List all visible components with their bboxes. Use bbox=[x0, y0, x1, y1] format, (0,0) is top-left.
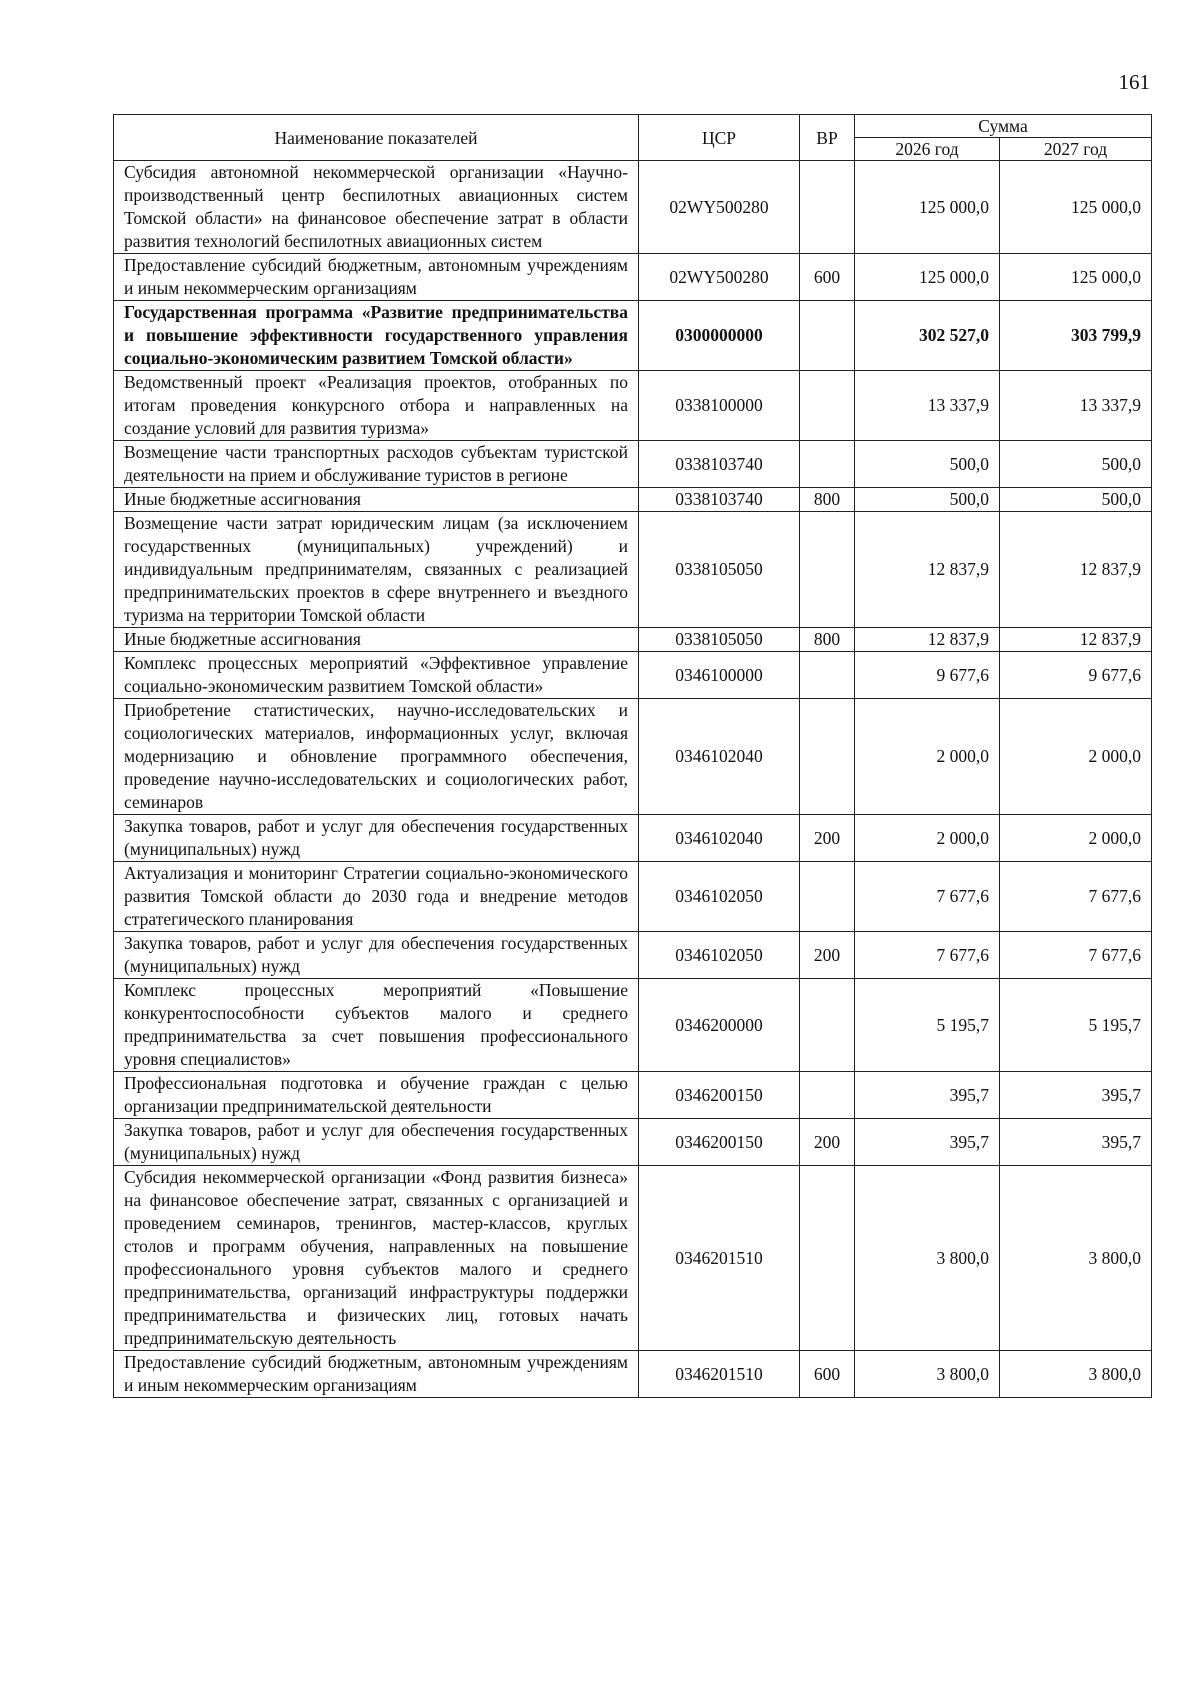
row-vr-cell bbox=[800, 441, 855, 488]
row-name-cell: Иные бюджетные ассигнования bbox=[114, 628, 639, 652]
row-csr-cell: 0346200000 bbox=[639, 979, 800, 1072]
table-row bbox=[114, 488, 1152, 512]
row-sum-2027-cell: 2 000,0 bbox=[1000, 699, 1152, 815]
row-sum-2027-cell: 500,0 bbox=[1000, 441, 1152, 488]
row-vr-cell bbox=[800, 979, 855, 1072]
row-sum-2026-cell: 5 195,7 bbox=[855, 979, 1000, 1072]
row-sum-2027-cell: 303 799,9 bbox=[1000, 301, 1152, 371]
table-row bbox=[114, 652, 1152, 699]
table-row bbox=[114, 301, 1152, 371]
table-row bbox=[114, 1119, 1152, 1166]
row-sum-2026-cell: 125 000,0 bbox=[855, 161, 1000, 254]
table-row bbox=[114, 1072, 1152, 1119]
header-name: Наименование показателей bbox=[114, 115, 639, 161]
row-csr-cell: 0346200150 bbox=[639, 1072, 800, 1119]
row-sum-2027-cell: 125 000,0 bbox=[1000, 161, 1152, 254]
row-name-cell: Профессиональная подготовка и обучение граждан с целью организации предпринимательской деятельности bbox=[114, 1072, 639, 1119]
row-sum-2026-cell: 3 800,0 bbox=[855, 1166, 1000, 1351]
row-sum-2026-cell: 9 677,6 bbox=[855, 652, 1000, 699]
row-vr-cell: 200 bbox=[800, 932, 855, 979]
row-name-cell: Иные бюджетные ассигнования bbox=[114, 488, 639, 512]
table-header bbox=[114, 115, 1152, 161]
row-csr-cell: 0338105050 bbox=[639, 628, 800, 652]
row-csr-cell: 0346201510 bbox=[639, 1166, 800, 1351]
row-sum-2027-cell: 7 677,6 bbox=[1000, 932, 1152, 979]
row-sum-2026-cell: 3 800,0 bbox=[855, 1351, 1000, 1398]
row-csr-cell: 0338105050 bbox=[639, 512, 800, 628]
row-sum-2026-cell: 395,7 bbox=[855, 1072, 1000, 1119]
table-row bbox=[114, 699, 1152, 815]
row-csr-cell: 0346102040 bbox=[639, 815, 800, 862]
header-vr: ВР bbox=[800, 115, 855, 161]
row-vr-cell: 600 bbox=[800, 254, 855, 301]
row-sum-2026-cell: 302 527,0 bbox=[855, 301, 1000, 371]
row-name-cell: Комплекс процессных мероприятий «Повышение конкурентоспособности субъектов малого и среднего предпринимательства за счет повышения профессионального уровня специалистов» bbox=[114, 979, 639, 1072]
table-row bbox=[114, 254, 1152, 301]
page-number: 161 bbox=[1118, 70, 1150, 94]
row-vr-cell bbox=[800, 1072, 855, 1119]
header-year-2027: 2027 год bbox=[1000, 138, 1152, 161]
row-name-cell: Актуализация и мониторинг Стратегии социально-экономического развития Томской области до 2030 года и внедрение методов стратегического планирования bbox=[114, 862, 639, 932]
table-row bbox=[114, 1166, 1152, 1351]
row-vr-cell bbox=[800, 512, 855, 628]
row-sum-2027-cell: 7 677,6 bbox=[1000, 862, 1152, 932]
row-name-cell: Предоставление субсидий бюджетным, автономным учреждениям и иным некоммерческим организациям bbox=[114, 1351, 639, 1398]
table-row bbox=[114, 862, 1152, 932]
row-vr-cell bbox=[800, 301, 855, 371]
row-csr-cell: 0338103740 bbox=[639, 488, 800, 512]
row-name-cell: Закупка товаров, работ и услуг для обеспечения государственных (муниципальных) нужд bbox=[114, 815, 639, 862]
row-sum-2027-cell: 3 800,0 bbox=[1000, 1166, 1152, 1351]
row-name-cell: Субсидия автономной некоммерческой организации «Научно-производственный центр беспилотных авиационных систем Томской области» на финансовое обеспечение затрат в области развития технологий беспилотных авиационных систем bbox=[114, 161, 639, 254]
row-name-cell: Приобретение статистических, научно-исследовательских и социологических материалов, информационных услуг, включая модернизацию и обновление программного обеспечения, проведение научно-исследовательских и социологических работ, семинаров bbox=[114, 699, 639, 815]
table-row bbox=[114, 815, 1152, 862]
row-name-cell: Комплекс процессных мероприятий «Эффективное управление социально-экономическим развитием Томской области» bbox=[114, 652, 639, 699]
header-sum: Сумма bbox=[855, 115, 1152, 138]
row-name-cell: Возмещение части затрат юридическим лицам (за исключением государственных (муниципальных) учреждений) и индивидуальным предпринимателям, связанных с реализацией предпринимательских проектов в сфере внутреннего и въездного туризма на территории Томской области bbox=[114, 512, 639, 628]
row-vr-cell bbox=[800, 1166, 855, 1351]
row-csr-cell: 0300000000 bbox=[639, 301, 800, 371]
row-csr-cell: 0346102050 bbox=[639, 862, 800, 932]
row-vr-cell bbox=[800, 371, 855, 441]
table-row bbox=[114, 512, 1152, 628]
row-sum-2026-cell: 2 000,0 bbox=[855, 699, 1000, 815]
row-sum-2026-cell: 7 677,6 bbox=[855, 862, 1000, 932]
row-sum-2026-cell: 500,0 bbox=[855, 441, 1000, 488]
table-row bbox=[114, 932, 1152, 979]
row-name-cell: Ведомственный проект «Реализация проектов, отобранных по итогам проведения конкурсного отбора и направленных на создание условий для развития туризма» bbox=[114, 371, 639, 441]
row-vr-cell: 600 bbox=[800, 1351, 855, 1398]
row-name-cell: Государственная программа «Развитие предпринимательства и повышение эффективности государственного управления социально-экономическим развитием Томской области» bbox=[114, 301, 639, 371]
table-row bbox=[114, 628, 1152, 652]
row-sum-2027-cell: 395,7 bbox=[1000, 1119, 1152, 1166]
row-csr-cell: 0346100000 bbox=[639, 652, 800, 699]
row-csr-cell: 0346201510 bbox=[639, 1351, 800, 1398]
table-body bbox=[114, 161, 1152, 1398]
table-row bbox=[114, 371, 1152, 441]
row-sum-2027-cell: 5 195,7 bbox=[1000, 979, 1152, 1072]
row-sum-2026-cell: 12 837,9 bbox=[855, 512, 1000, 628]
row-vr-cell: 200 bbox=[800, 815, 855, 862]
row-sum-2027-cell: 12 837,9 bbox=[1000, 628, 1152, 652]
table-row bbox=[114, 979, 1152, 1072]
row-csr-cell: 0338100000 bbox=[639, 371, 800, 441]
row-sum-2027-cell: 500,0 bbox=[1000, 488, 1152, 512]
row-name-cell: Предоставление субсидий бюджетным, автономным учреждениям и иным некоммерческим организациям bbox=[114, 254, 639, 301]
row-csr-cell: 02WY500280 bbox=[639, 254, 800, 301]
row-csr-cell: 0338103740 bbox=[639, 441, 800, 488]
row-csr-cell: 0346102050 bbox=[639, 932, 800, 979]
row-vr-cell: 800 bbox=[800, 628, 855, 652]
row-sum-2027-cell: 12 837,9 bbox=[1000, 512, 1152, 628]
row-sum-2027-cell: 125 000,0 bbox=[1000, 254, 1152, 301]
row-name-cell: Закупка товаров, работ и услуг для обеспечения государственных (муниципальных) нужд bbox=[114, 932, 639, 979]
row-vr-cell bbox=[800, 699, 855, 815]
row-sum-2027-cell: 13 337,9 bbox=[1000, 371, 1152, 441]
table-row bbox=[114, 441, 1152, 488]
row-sum-2026-cell: 2 000,0 bbox=[855, 815, 1000, 862]
row-csr-cell: 0346102040 bbox=[639, 699, 800, 815]
row-sum-2026-cell: 500,0 bbox=[855, 488, 1000, 512]
row-sum-2027-cell: 3 800,0 bbox=[1000, 1351, 1152, 1398]
row-sum-2027-cell: 9 677,6 bbox=[1000, 652, 1152, 699]
row-name-cell: Возмещение части транспортных расходов субъектам туристской деятельности на прием и обслуживание туристов в регионе bbox=[114, 441, 639, 488]
header-csr: ЦСР bbox=[639, 115, 800, 161]
row-vr-cell bbox=[800, 862, 855, 932]
row-sum-2026-cell: 13 337,9 bbox=[855, 371, 1000, 441]
budget-table bbox=[113, 114, 1152, 1398]
row-vr-cell bbox=[800, 161, 855, 254]
row-vr-cell bbox=[800, 652, 855, 699]
row-vr-cell: 200 bbox=[800, 1119, 855, 1166]
row-sum-2026-cell: 125 000,0 bbox=[855, 254, 1000, 301]
row-csr-cell: 0346200150 bbox=[639, 1119, 800, 1166]
row-sum-2026-cell: 12 837,9 bbox=[855, 628, 1000, 652]
row-sum-2027-cell: 395,7 bbox=[1000, 1072, 1152, 1119]
table-row bbox=[114, 161, 1152, 254]
row-sum-2027-cell: 2 000,0 bbox=[1000, 815, 1152, 862]
row-name-cell: Субсидия некоммерческой организации «Фонд развития бизнеса» на финансовое обеспечение затрат, связанных с организацией и проведением семинаров, тренингов, мастер-классов, круглых столов и программ обучения, направленных на повышение профессионального уровня субъектов малого и среднего предпринимательства, организаций инфраструктуры поддержки предпринимательства и физических лиц, готовых начать предпринимательскую деятельность bbox=[114, 1166, 639, 1351]
row-csr-cell: 02WY500280 bbox=[639, 161, 800, 254]
table-row bbox=[114, 1351, 1152, 1398]
header-year-2026: 2026 год bbox=[855, 138, 1000, 161]
row-vr-cell: 800 bbox=[800, 488, 855, 512]
row-sum-2026-cell: 7 677,6 bbox=[855, 932, 1000, 979]
row-sum-2026-cell: 395,7 bbox=[855, 1119, 1000, 1166]
row-name-cell: Закупка товаров, работ и услуг для обеспечения государственных (муниципальных) нужд bbox=[114, 1119, 639, 1166]
